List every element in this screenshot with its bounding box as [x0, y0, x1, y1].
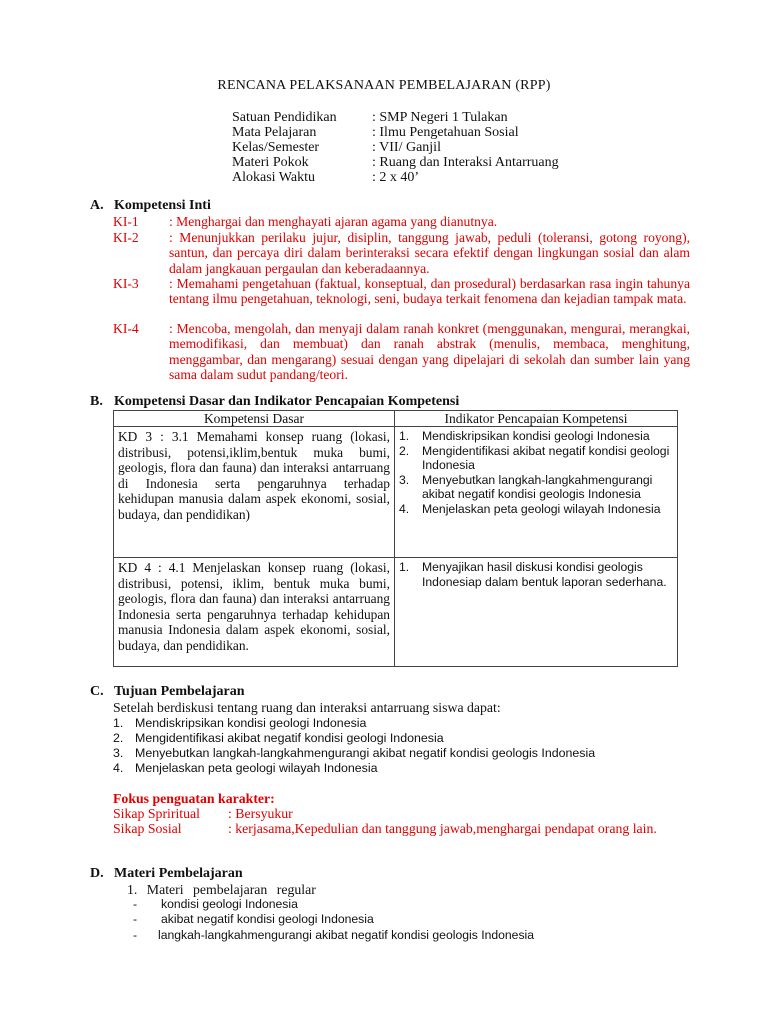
- ki-text: : Menunjukkan perilaku jujur, disiplin, tanggung jawab, peduli (toleransi, gotong royong), santun, dan percaya diri dalam berinteraksi secara efektif dengan lingkungan sosial dan alam dalam jangkauan pergaulan dan keberadaannya.: [169, 230, 690, 276]
- meta-label: Mata Pelajaran: [232, 125, 317, 140]
- indicator-text: Menjelaskan peta geologi wilayah Indonesia: [422, 501, 661, 516]
- section-d-heading: [90, 866, 243, 882]
- kd-cell: KD 3 : 3.1 Memahami konsep ruang (lokasi, distribusi, potensi,iklim,bentuk muka bumi, geologis, flora dan fauna) dan interaksi antarruang di Indonesia serta pengaruhnya terhadap kehidupan manusia dalam aspek ekonomi, sosial, budaya, dan pendidikan): [114, 427, 395, 558]
- ki-item: [113, 230, 690, 276]
- ki-text: : Memahami pengetahuan (faktual, konseptual, dan prosedural) berdasarkan rasa ingin tahunya tentang ilmu pengetahuan, teknologi, seni, budaya terkait fenomena dan kejadian tampak mata.: [169, 276, 690, 307]
- indicator-number: 2.: [399, 443, 410, 458]
- header-kompetensi-dasar: Kompetensi Dasar: [114, 411, 395, 427]
- item-number: 2.: [113, 731, 124, 745]
- meta-label: Materi Pokok: [232, 155, 309, 170]
- fokus-label-spiritual: Sikap Spriritual: [113, 806, 200, 821]
- item-text: langkah-langkahmengurangi akibat negatif kondisi geologis Indonesia: [158, 928, 535, 942]
- meta-value: : SMP Negeri 1 Tulakan: [372, 110, 508, 125]
- indicator-item: [399, 473, 673, 502]
- ki-text: : Mencoba, mengolah, dan menyaji dalam ranah konkret (menggunakan, mengurai, merangkai, memodifikasi, dan membuat) dan ranah abstrak (menulis, membaca, menghitung, menggambar, dan mengarang) sesuai dengan yang dipelajari di sekolah dan sumber lain yang sama dalam sudut pandang/teori.: [169, 321, 690, 383]
- tujuan-item: [113, 731, 444, 746]
- meta-row-kelas: [232, 140, 441, 156]
- fokus-value-sosial: [220, 821, 680, 837]
- materi-item: [133, 928, 534, 943]
- ki-text: : Menghargai dan menghayati ajaran agama yang dianutnya.: [169, 214, 498, 229]
- document-title: RENCANA PELAKSANAAN PEMBELAJARAN (RPP): [217, 78, 551, 93]
- ki-code: KI-2: [113, 230, 139, 245]
- ki-code: KI-1: [113, 214, 139, 229]
- materi-item: [133, 912, 374, 927]
- indicator-item: [399, 502, 673, 517]
- fokus-value-spiritual: : Bersyukur: [228, 806, 293, 821]
- indicator-text: Menyajikan hasil diskusi kondisi geologis Indonesiap dalam bentuk laporan sederhana.: [422, 560, 667, 589]
- indicator-cell: [395, 427, 678, 558]
- meta-value: : 2 x 40’: [372, 170, 420, 185]
- section-letter: D.: [90, 866, 104, 881]
- dash: -: [133, 897, 138, 911]
- section-letter: C.: [90, 684, 104, 699]
- meta-row-mapel: [232, 125, 519, 141]
- ki-code: KI-4: [113, 321, 139, 336]
- materi-item: [133, 897, 298, 912]
- section-a-heading: [90, 198, 211, 214]
- meta-value: : Ilmu Pengetahuan Sosial: [372, 125, 519, 140]
- indicator-text: Mengidentifikasi akibat negatif kondisi geologi Indonesia: [422, 443, 670, 472]
- meta-value: : Ruang dan Interaksi Antarruang: [372, 155, 559, 170]
- item-text: kondisi geologi Indonesia: [161, 897, 298, 911]
- indicator-text: Menyebutkan langkah-langkahmengurangi akibat negatif kondisi geologis Indonesia: [422, 472, 653, 501]
- indicator-text: Mendiskripsikan kondisi geologi Indonesia: [422, 429, 650, 443]
- item-number: 1.: [113, 716, 124, 730]
- indicator-cell: [395, 558, 678, 667]
- kd-cell: KD 4 : 4.1 Menjelaskan konsep ruang (lokasi, distribusi, potensi, iklim, bentuk muka bumi, geologis, flora dan fauna) dan interaksi antarruang Indonesia serta pengaruhnya terhadap kehidupan manusia Indonesia dalam aspek ekonomi, sosial, budaya, dan pendidikan.: [114, 558, 395, 667]
- item-text: akibat negatif kondisi geologi Indonesia: [161, 912, 374, 926]
- indicator-item: [399, 560, 673, 589]
- fokus-title: Fokus penguatan karakter:: [113, 791, 275, 806]
- meta-row-satuan: [232, 110, 508, 126]
- ki-code: KI-3: [113, 276, 139, 291]
- tujuan-item: [113, 761, 377, 776]
- materi-sub: 1. Materi pembelajaran regular: [127, 882, 316, 897]
- indicator-item: [399, 429, 673, 444]
- ki-item: [113, 276, 690, 322]
- ki-item: [113, 321, 690, 383]
- table-header-row: [114, 411, 678, 427]
- item-number: 3.: [113, 746, 124, 760]
- indicator-number: 4.: [399, 501, 410, 516]
- section-title: Kompetensi Dasar dan Indikator Pencapaian Kompetensi: [114, 394, 460, 409]
- item-number: 4.: [113, 761, 124, 775]
- section-title: Kompetensi Inti: [114, 198, 211, 213]
- section-letter: B.: [90, 394, 103, 409]
- dash: -: [133, 928, 138, 942]
- table-row: [114, 558, 678, 667]
- indicator-number: 1.: [399, 429, 410, 443]
- indicator-number: 1.: [399, 560, 410, 574]
- meta-label: Kelas/Semester: [232, 140, 320, 155]
- section-c-heading: [90, 684, 245, 700]
- item-text: Menyebutkan langkah-langkahmengurangi akibat negatif kondisi geologis Indonesia: [135, 746, 596, 760]
- meta-value: : VII/ Ganjil: [372, 140, 441, 155]
- meta-label: Satuan Pendidikan: [232, 110, 337, 125]
- meta-label: Alokasi Waktu: [232, 170, 315, 185]
- tujuan-item: [113, 716, 366, 731]
- kompetensi-table: [113, 410, 678, 667]
- item-text: Menjelaskan peta geologi wilayah Indonesia: [135, 761, 378, 775]
- fokus-value-text: : kerjasama,Kepedulian dan tanggung jawab,menghargai pendapat orang lain.: [228, 821, 657, 836]
- meta-row-alokasi: [232, 170, 419, 186]
- dash: -: [133, 912, 138, 926]
- section-b-heading: [90, 394, 459, 410]
- tujuan-intro: Setelah berdiskusi tentang ruang dan interaksi antarruang siswa dapat:: [113, 700, 501, 715]
- indicator-item: [399, 444, 673, 473]
- table-row: [114, 427, 678, 558]
- section-letter: A.: [90, 198, 104, 213]
- section-title: Tujuan Pembelajaran: [114, 684, 245, 699]
- indicator-number: 3.: [399, 472, 410, 487]
- tujuan-item: [113, 746, 595, 761]
- section-title: Materi Pembelajaran: [114, 866, 243, 881]
- fokus-label-sosial: Sikap Sosial: [113, 821, 182, 836]
- item-text: Mendiskripsikan kondisi geologi Indonesia: [135, 716, 367, 730]
- meta-row-materi: [232, 155, 559, 171]
- ki-item: [113, 214, 678, 230]
- item-text: Mengidentifikasi akibat negatif kondisi geologi Indonesia: [135, 731, 444, 745]
- header-indikator: Indikator Pencapaian Kompetensi: [395, 411, 678, 427]
